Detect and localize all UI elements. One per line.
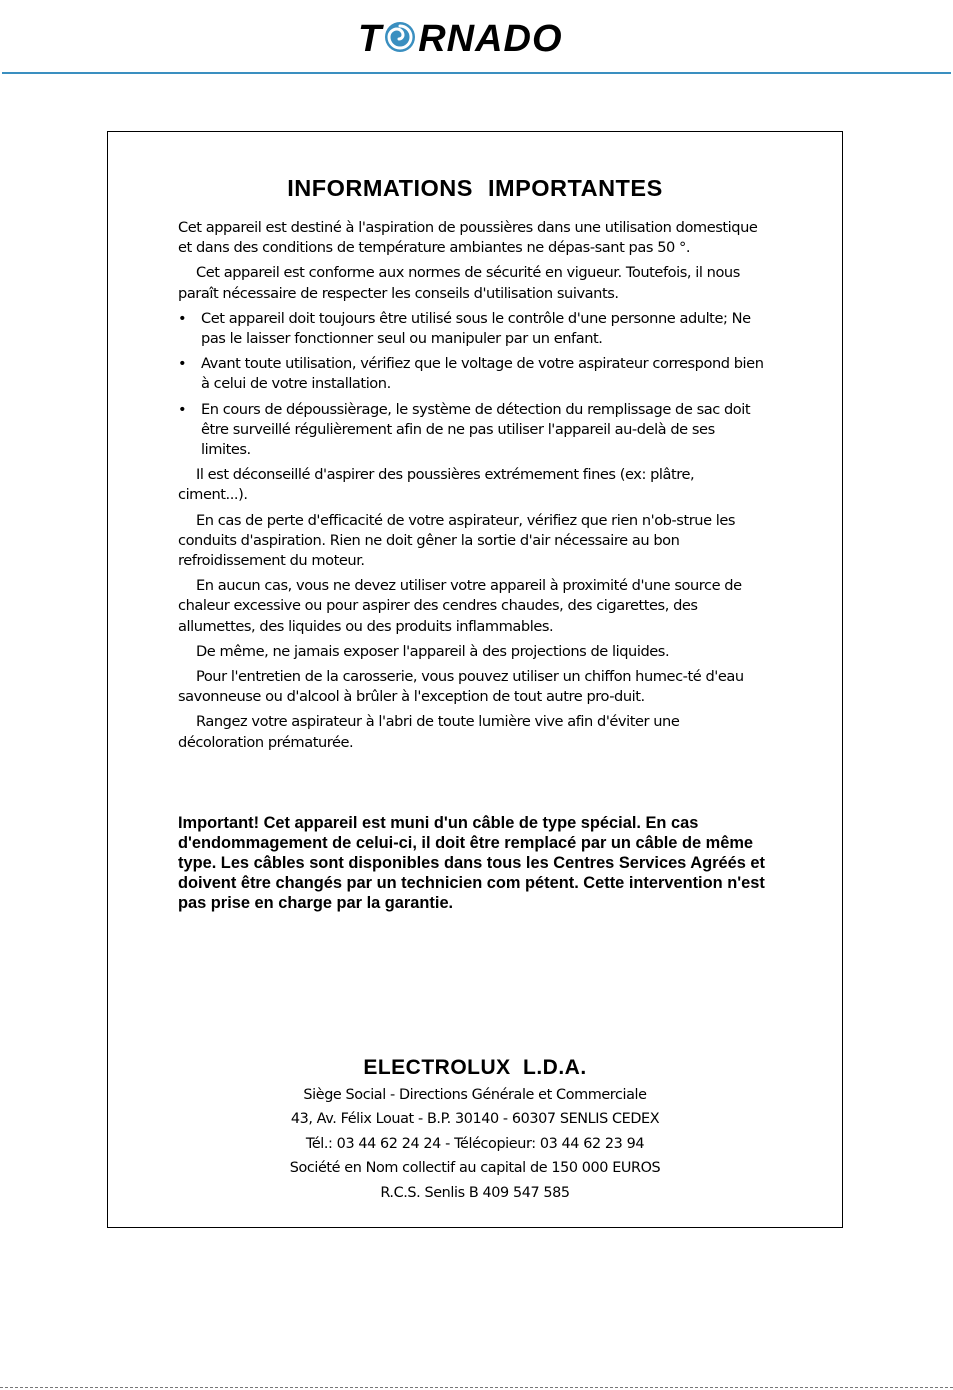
bullet-text: Avant toute utilisation, vérifiez que le voltage de votre aspirateur correspond bien à celui de votre installation. — [201, 355, 764, 393]
intro-paragraph: Cet appareil est destiné à l'aspiration de poussières dans une utilisation domestique et dans des conditions de température ambiantes ne dépas-sant pas 50 °. — [178, 219, 758, 257]
logo-text-right: RNADO — [418, 18, 563, 60]
page-bottom-divider — [0, 1387, 953, 1388]
address-line: Société en Nom collectif au capital de 150 000 EUROS — [289, 1160, 661, 1177]
bullet-icon: • — [178, 309, 187, 327]
address-line: Siège Social - Directions Générale et Commerciale — [303, 1087, 647, 1103]
body-paragraph: Pour l'entretien de la carosserie, vous pouvez utiliser un chiffon humec-té d'eau savonneuse ou d'alcool à brûler à l'exception de tout autre pro-duit. — [178, 668, 744, 706]
important-warning: Important! Cet appareil est muni d'un câble de type spécial. En cas d'endommagement de celui-ci, il doit être remplacé par un câble de même type. Les câbles sont disponibles dans tous les Centres Services Agréés et doivent être changés par un technicien com pétent. Cette intervention n'est pas prise en charge par la garantie. — [178, 814, 765, 912]
body-paragraph: De même, ne jamais exposer l'appareil à des projections de liquides. — [196, 642, 670, 660]
company-name: ELECTROLUX L.D.A. — [363, 1056, 587, 1079]
notice-box — [107, 131, 843, 1228]
body-paragraph: En cas de perte d'efficacité de votre aspirateur, vérifiez que rien n'ob-strue les conduits d'aspiration. Rien ne doit gêner la sortie d'air nécessaire au bon refroidissement du moteur. — [178, 511, 736, 570]
company-address — [108, 1083, 842, 1205]
notice-content — [178, 218, 764, 758]
conformity-paragraph: Cet appareil est conforme aux normes de sécurité en vigueur. Toutefois, il nous paraît nécessaire de respecter les conseils d'utilisation suivants. — [178, 264, 740, 302]
tornado-logo — [358, 18, 563, 60]
body-paragraph: Rangez votre aspirateur à l'abri de toute lumière vive afin d'éviter une décoloration prématurée. — [178, 713, 680, 751]
address-line: 43, Av. Félix Louat - B.P. 30140 - 60307 SENLIS CEDEX — [290, 1111, 660, 1128]
body-paragraph: Il est déconseillé d'aspirer des poussières extrémement fines (ex: plâtre, ciment...). — [178, 466, 695, 504]
list-item — [178, 309, 764, 349]
bullet-text: Cet appareil doit toujours être utilisé sous le contrôle d'une personne adulte; Ne pas le laisser fonctionner seul ou manipuler par un enfant. — [201, 309, 751, 348]
address-line: Tél.: 03 44 62 24 24 - Télécopieur: 03 44 62 23 94 — [305, 1135, 645, 1152]
body-paragraph: En aucun cas, vous ne devez utiliser votre appareil à proximité d'une source de chaleur excessive ou pour aspirer des cendres chaudes, des cigarettes, des allumettes, des liquides ou des produits inflammables. — [178, 577, 742, 635]
bullet-icon: • — [178, 400, 187, 418]
address-line: R.C.S. Senlis B 409 547 585 — [380, 1184, 570, 1201]
logo-text-left: T — [358, 18, 383, 60]
bullet-icon: • — [178, 355, 187, 373]
swirl-logo-icon — [383, 20, 417, 54]
header — [0, 18, 953, 60]
list-item — [178, 354, 764, 394]
notice-title: INFORMATIONS IMPORTANTES — [287, 175, 663, 201]
list-item — [178, 400, 764, 461]
bullet-text: En cours de dépoussièrage, le système de détection du remplissage de sac doit être surveillé régulièrement afin de ne pas utiliser l'appareil au-delà de ses limites. — [201, 400, 751, 459]
header-divider — [2, 72, 951, 74]
